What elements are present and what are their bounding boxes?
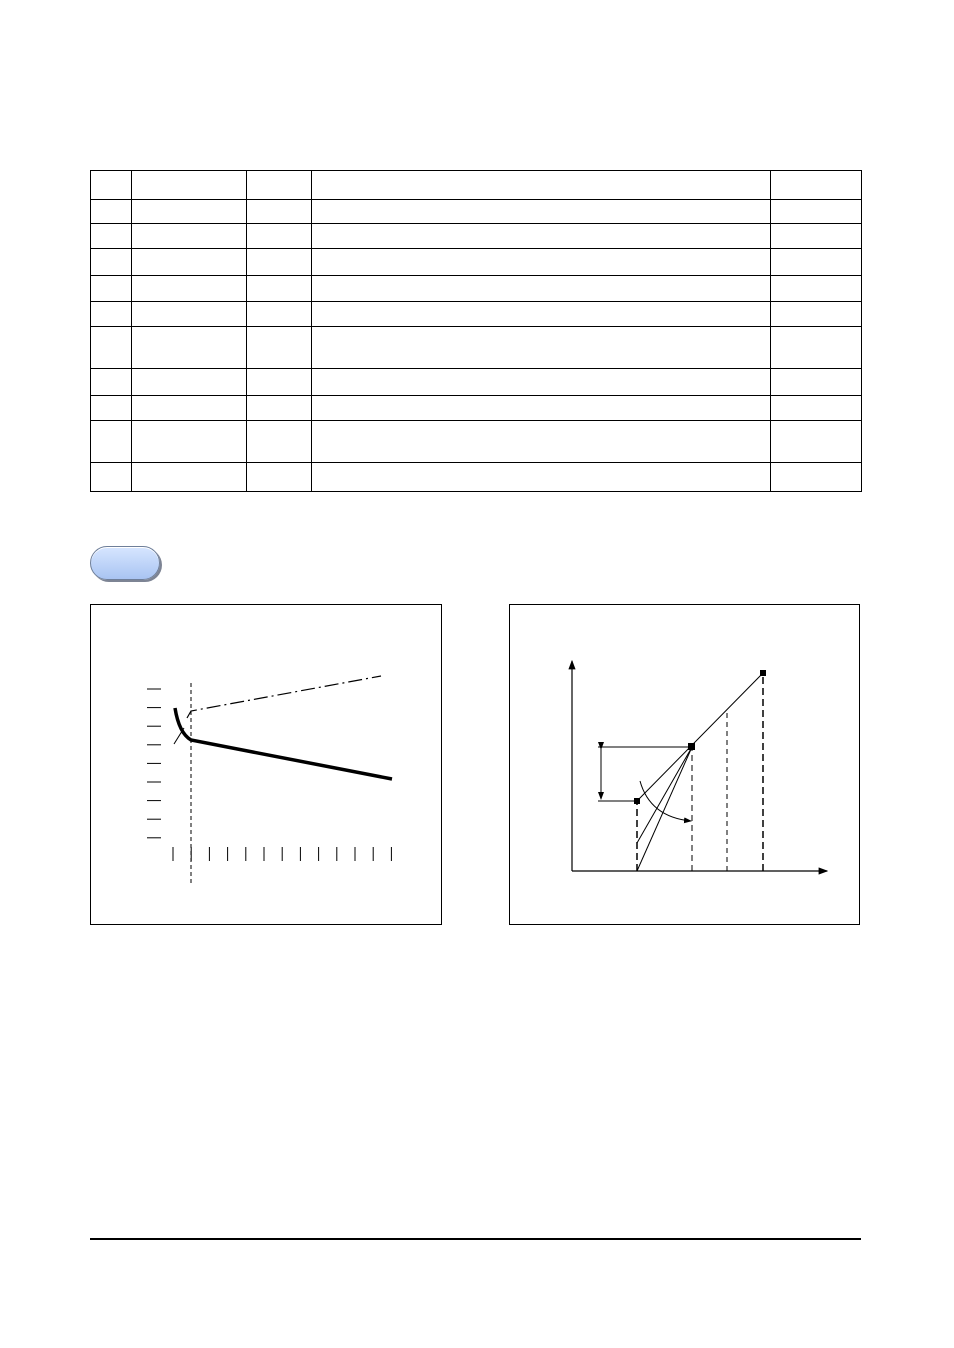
table-cell: [771, 302, 862, 327]
table-cell: [91, 171, 132, 200]
table-cell: [132, 249, 247, 276]
table-cell: [312, 369, 771, 396]
section-badge: [90, 546, 160, 580]
table-cell: [132, 463, 247, 492]
dash-dot-rising-curve: [187, 676, 381, 718]
table-cell: [247, 396, 312, 421]
table-row: [91, 249, 862, 276]
table-cell: [771, 224, 862, 249]
table-cell: [771, 421, 862, 463]
table-cell: [247, 421, 312, 463]
left-graph: [91, 605, 443, 926]
table-cell: [91, 200, 132, 224]
table-cell: [771, 171, 862, 200]
table-cell: [91, 276, 132, 302]
table-cell: [312, 276, 771, 302]
table-cell: [771, 249, 862, 276]
table-cell: [91, 369, 132, 396]
table-row: [91, 463, 862, 492]
table-cell: [771, 327, 862, 369]
table-cell: [91, 396, 132, 421]
table-row: [91, 327, 862, 369]
table-cell: [312, 421, 771, 463]
table-cell: [132, 171, 247, 200]
table-row: [91, 224, 862, 249]
table-cell: [771, 369, 862, 396]
table-cell: [91, 249, 132, 276]
footer-rule: [90, 1238, 861, 1240]
table-cell: [132, 276, 247, 302]
table-cell: [132, 302, 247, 327]
table-cell: [132, 327, 247, 369]
lower-left-point: [634, 798, 640, 804]
table-cell: [312, 200, 771, 224]
table-row: [91, 396, 862, 421]
table-cell: [132, 396, 247, 421]
spec-table-body: [91, 171, 862, 492]
curve-pointer-line: [174, 728, 184, 744]
table-cell: [91, 224, 132, 249]
solid-falling-curve: [175, 708, 392, 779]
table-row: [91, 200, 862, 224]
table-cell: [312, 249, 771, 276]
table-cell: [771, 396, 862, 421]
table-row: [91, 369, 862, 396]
table-row: [91, 421, 862, 463]
table-cell: [247, 302, 312, 327]
angle-arc-arrow: [640, 781, 691, 821]
table-cell: [771, 463, 862, 492]
table-cell: [312, 327, 771, 369]
table-row: [91, 171, 862, 200]
table-cell: [132, 369, 247, 396]
table-cell: [132, 200, 247, 224]
table-cell: [247, 369, 312, 396]
center-point: [688, 743, 695, 750]
left-graph-panel: [90, 604, 442, 925]
table-cell: [312, 224, 771, 249]
table-cell: [91, 327, 132, 369]
table-cell: [247, 327, 312, 369]
left-graph-y-ticks: [147, 689, 161, 838]
table-cell: [247, 171, 312, 200]
table-cell: [91, 421, 132, 463]
table-cell: [91, 463, 132, 492]
table-cell: [91, 302, 132, 327]
right-graph-panel: [509, 604, 860, 925]
right-graph: [510, 605, 861, 926]
steep-slope-line: [637, 747, 692, 871]
table-cell: [312, 463, 771, 492]
table-cell: [771, 276, 862, 302]
table-cell: [132, 421, 247, 463]
table-cell: [247, 200, 312, 224]
spec-table: [90, 170, 862, 492]
table-row: [91, 276, 862, 302]
table-cell: [247, 224, 312, 249]
table-cell: [132, 224, 247, 249]
table-cell: [312, 302, 771, 327]
table-cell: [247, 463, 312, 492]
table-cell: [312, 171, 771, 200]
table-cell: [247, 276, 312, 302]
table-row: [91, 302, 862, 327]
upper-slope-line: [637, 673, 763, 801]
table-cell: [312, 396, 771, 421]
left-graph-x-ticks: [173, 847, 391, 861]
upper-right-point: [760, 670, 766, 676]
table-cell: [771, 200, 862, 224]
table-cell: [247, 249, 312, 276]
